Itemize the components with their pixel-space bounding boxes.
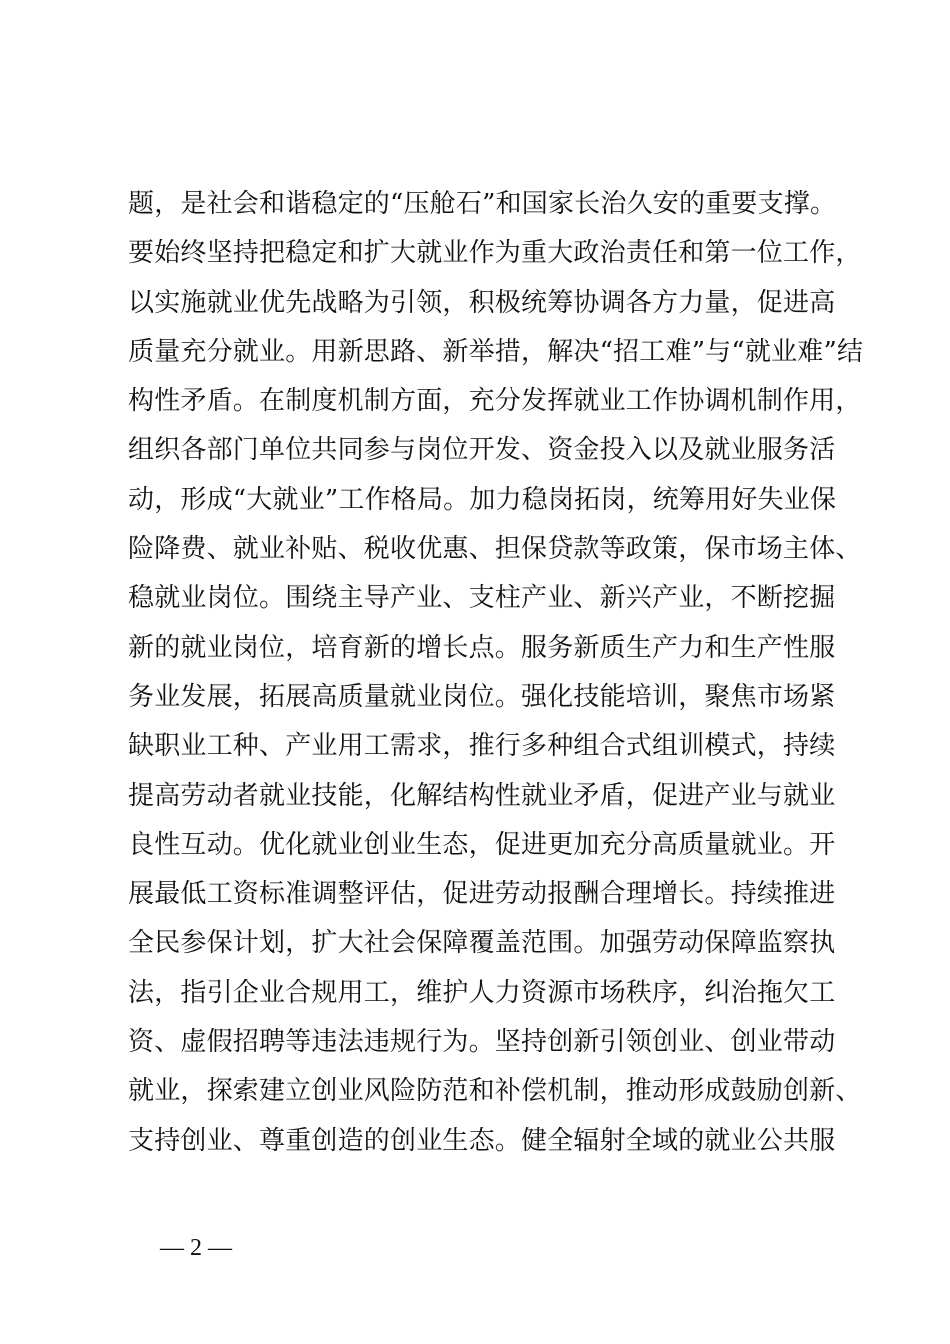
text-line: 新的就业岗位，培育新的增长点。服务新质生产力和生产性服 bbox=[128, 632, 836, 663]
text-line: 组织各部门单位共同参与岗位开发、资金投入以及就业服务活 bbox=[128, 435, 836, 466]
text-line: 险降费、就业补贴、税收优惠、担保贷款等政策，保市场主体、 bbox=[128, 534, 862, 565]
text-line: 构性矛盾。在制度机制方面，充分发挥就业工作协调机制作用， bbox=[128, 386, 862, 417]
text-line: 质量充分就业。用新思路、新举措，解决“招工难”与“就业难”结 bbox=[128, 336, 864, 367]
page-number: — 2 — bbox=[160, 1235, 232, 1261]
text-line: 以实施就业优先战略为引领，积极统筹协调各方力量，促进高 bbox=[128, 287, 836, 318]
text-line: 提高劳动者就业技能，化解结构性就业矛盾，促进产业与就业 bbox=[128, 780, 836, 811]
text-line: 法，指引企业合规用工，维护人力资源市场秩序，纠治拖欠工 bbox=[128, 977, 836, 1008]
text-line: 良性互动。优化就业创业生态，促进更加充分高质量就业。开 bbox=[128, 829, 836, 860]
text-line: 缺职业工种、产业用工需求，推行多种组合式组训模式，持续 bbox=[128, 731, 836, 762]
body-paragraph bbox=[128, 180, 864, 1166]
text-line: 就业，探索建立创业风险防范和补偿机制，推动形成鼓励创新、 bbox=[128, 1076, 862, 1107]
text-line: 资、虚假招聘等违法违规行为。坚持创新引领创业、创业带动 bbox=[128, 1027, 836, 1058]
text-line: 务业发展，拓展高质量就业岗位。强化技能培训，聚焦市场紧 bbox=[128, 681, 836, 712]
text-line: 支持创业、尊重创造的创业生态。健全辐射全域的就业公共服 bbox=[128, 1125, 836, 1156]
text-line: 要始终坚持把稳定和扩大就业作为重大政治责任和第一位工作， bbox=[128, 238, 862, 269]
text-line: 全民参保计划，扩大社会保障覆盖范围。加强劳动保障监察执 bbox=[128, 928, 836, 959]
text-line: 题，是社会和谐稳定的“压舱石”和国家长治久安的重要支撑。 bbox=[128, 189, 837, 219]
text-line: 稳就业岗位。围绕主导产业、支柱产业、新兴产业，不断挖掘 bbox=[128, 583, 836, 614]
text-line: 动，形成“大就业”工作格局。加力稳岗拓岗，统筹用好失业保 bbox=[128, 484, 837, 515]
text-line: 展最低工资标准调整评估，促进劳动报酬合理增长。持续推进 bbox=[128, 879, 836, 910]
